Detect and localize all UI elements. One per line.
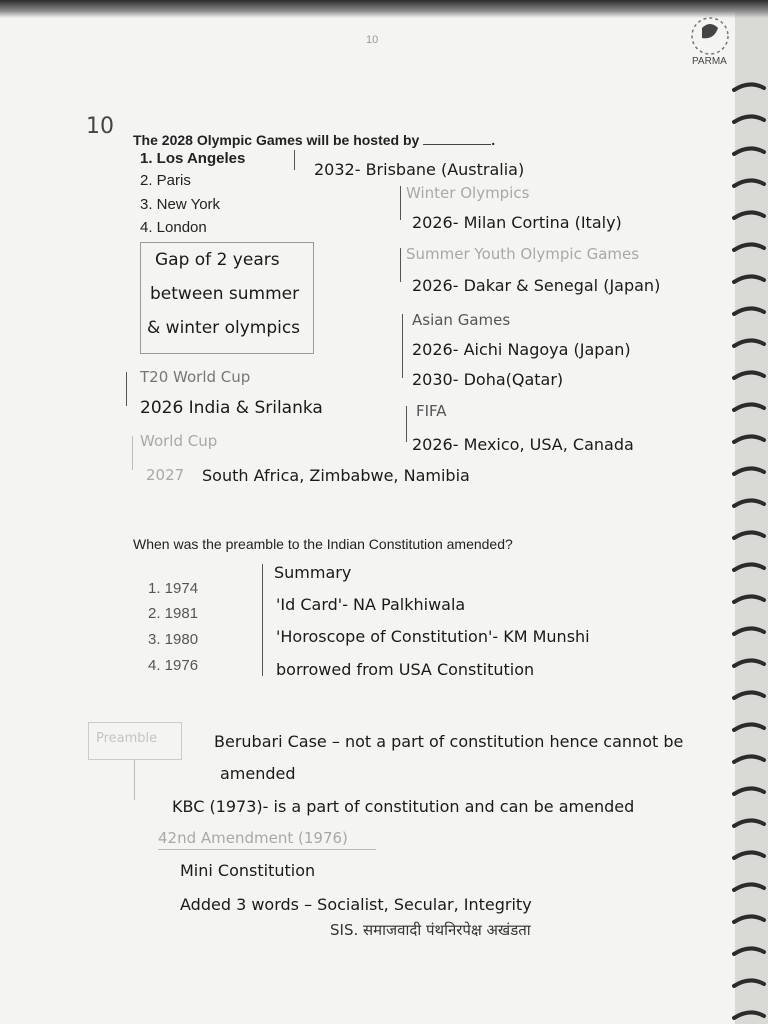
bracket [402,314,403,378]
question-end: . [491,132,496,148]
spiral-coil [734,244,764,250]
spiral-coil [734,148,764,154]
note-2032: 2032- Brisbane (Australia) [314,160,525,179]
answer-blank [423,144,491,145]
spiral-coil [734,564,764,570]
q2-note-4: borrowed from USA Constitution [276,660,535,679]
asian-games-2030: 2030- Doha(Qatar) [412,370,564,389]
fifa-title: FIFA [416,402,447,420]
spiral-coil [734,916,764,922]
syog-2026: 2026- Dakar & Senegal (Japan) [412,276,661,295]
winter-olympics-2026: 2026- Milan Cortina (Italy) [412,213,622,232]
spiral-coil [734,404,764,410]
spiral-coil [734,724,764,730]
page-number: 10 [366,34,379,46]
syog-title: Summer Youth Olympic Games [406,245,640,263]
spiral-binding [732,0,768,1024]
spiral-coil [734,692,764,698]
option-1: 1. Los Angeles [140,150,246,167]
preamble-label: Preamble [96,731,158,746]
bracket [400,186,401,220]
gap-line-1: Gap of 2 years [155,250,280,270]
hindi-words: SIS. समाजवादी पंथनिरपेक्ष अखंडता [330,921,531,939]
world-cup-year: 2027 [146,466,185,484]
spiral-coil [734,532,764,538]
spiral-coil [734,660,764,666]
world-cup-hosts: South Africa, Zimbabwe, Namibia [202,466,470,485]
q2-note-1: Summary [274,563,352,582]
q2-option-4: 4. 1976 [148,657,199,674]
option-4: 4. London [140,219,207,236]
spiral-coil [734,1012,764,1018]
kbc-line: KBC (1973)- is a part of constitution and can be amended [172,797,635,816]
question-2-text: When was the preamble to the Indian Constitution amended? [133,536,513,552]
spiral-coil [734,788,764,794]
asian-games-2026: 2026- Aichi Nagoya (Japan) [412,340,631,359]
question-number: 10 [86,114,114,139]
spiral-coil [734,596,764,602]
gap-line-2: between summer [150,284,300,304]
spiral-coil [734,948,764,954]
spiral-coil [734,852,764,858]
spiral-coil [734,468,764,474]
q2-option-1: 1. 1974 [148,580,199,597]
q2-note-2: 'Id Card'- NA Palkhiwala [276,595,466,614]
q2-note-3: 'Horoscope of Constitution'- KM Munshi [276,627,590,646]
spiral-coil [734,980,764,986]
brand-logo [680,14,740,74]
option-3: 3. New York [140,196,221,213]
t20-title: T20 World Cup [140,368,251,386]
spiral-coil [734,628,764,634]
berubari-line-1: Berubari Case – not a part of constitution hence cannot be [214,732,684,751]
t20-2026: 2026 India & Srilanka [140,398,323,418]
bracket [406,406,407,442]
berubari-line-2: amended [220,764,296,783]
added-words: Added 3 words – Socialist, Secular, Integrity [180,895,532,914]
amendment-title: 42nd Amendment (1976) [158,829,348,847]
spiral-coil [734,436,764,442]
spiral-coil [734,180,764,186]
world-cup-title: World Cup [140,432,218,450]
arrow-line [294,150,295,170]
mini-constitution: Mini Constitution [180,861,316,880]
logo-text: PARMA [692,56,727,67]
spiral-coil [734,372,764,378]
question-1-text: The 2028 Olympic Games will be hosted by [133,132,420,148]
bracket [126,372,127,406]
spiral-coil [734,212,764,218]
spiral-coil [734,340,764,346]
spiral-coil [734,756,764,762]
fifa-2026: 2026- Mexico, USA, Canada [412,435,634,454]
amendment-underline [158,849,376,850]
spiral-coil [734,116,764,122]
bracket [132,436,133,470]
spiral-coil [734,500,764,506]
bracket [262,564,263,676]
winter-olympics-title: Winter Olympics [406,184,530,202]
q2-option-3: 3. 1980 [148,631,199,648]
question-text [133,132,495,148]
bracket [400,248,401,282]
top-edge-shadow [0,0,768,18]
asian-games-title: Asian Games [412,311,511,329]
option-2: 2. Paris [140,172,191,189]
spiral-coil [734,884,764,890]
spiral-coil [734,820,764,826]
gap-line-3: & winter olympics [147,318,301,338]
spiral-coil [734,84,764,90]
bracket [134,760,135,800]
spiral-coil [734,308,764,314]
q2-option-2: 2. 1981 [148,605,199,622]
spiral-coil [734,276,764,282]
